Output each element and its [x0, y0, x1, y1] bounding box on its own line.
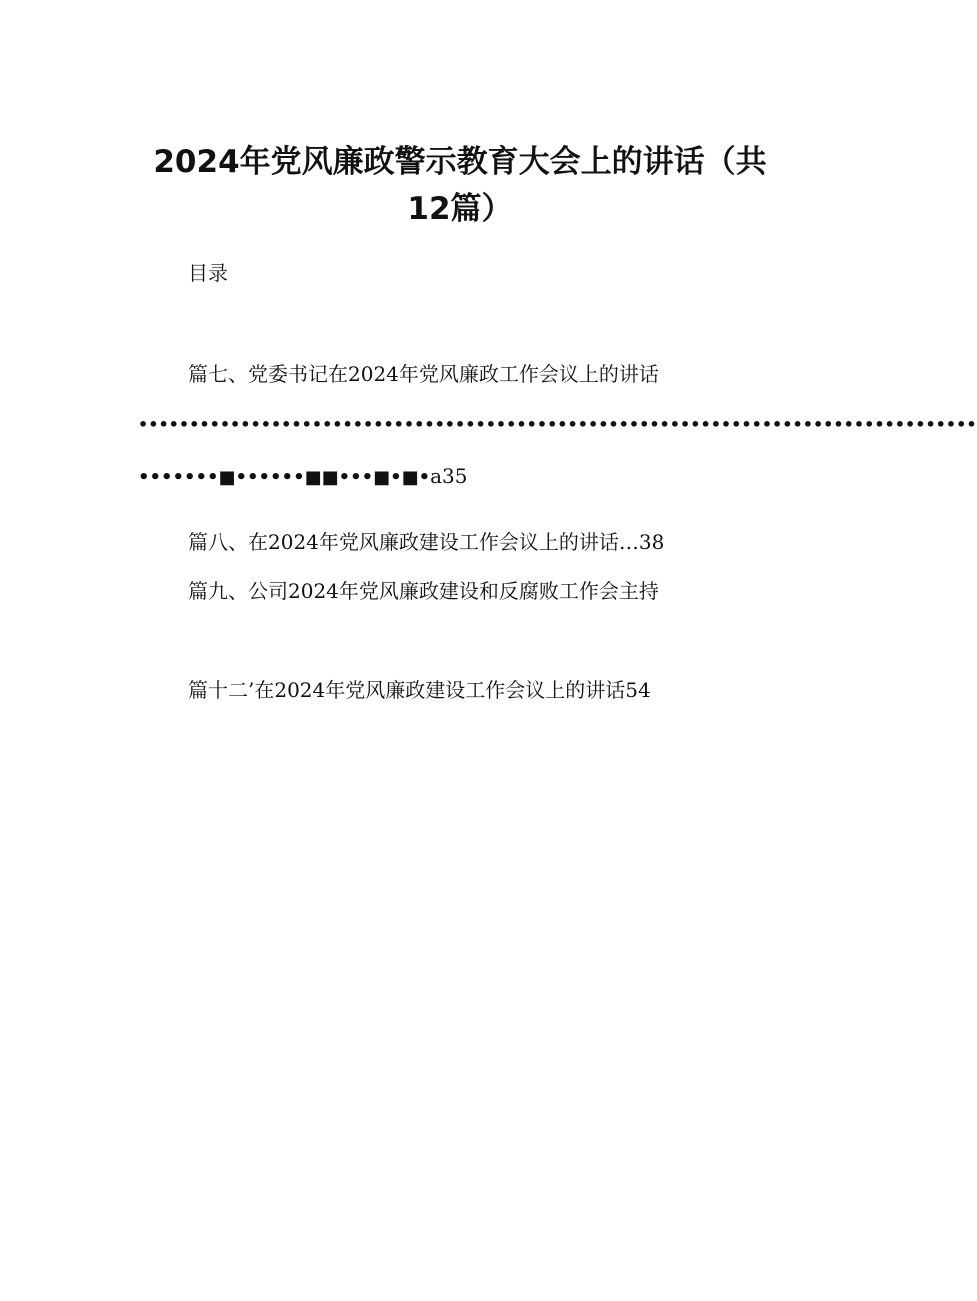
toc-entry-9[interactable]: 篇九、公司2024年党风廉政建设和反腐败工作会主持: [188, 579, 659, 603]
toc-entry-8[interactable]: 篇八、在2024年党风廉政建设工作会议上的讲话…38: [188, 530, 665, 554]
toc-leader-dots-with-page: [138, 461, 468, 493]
toc-entry-7[interactable]: 篇七、党委书记在2024年党风廉政工作会议上的讲话: [188, 362, 659, 386]
document-title-line-1: 2024年党风廉政警示教育大会上的讲话（共: [153, 144, 767, 180]
toc-page-number: a35: [430, 464, 468, 488]
toc-heading: 目录: [188, 261, 228, 285]
toc-leader-dots-tail: •••••••■••••••■■•••■•■•: [138, 467, 431, 488]
toc-leader-dots: ••••••••••••••••••••••••••••••••••••••••••••••••••••••••••••••••••••••••••••••••••: [138, 415, 977, 434]
toc-entry-12[interactable]: 篇十二’在2024年党风廉政建设工作会议上的讲话54: [188, 678, 651, 702]
document-title-line-2: 12篇）: [407, 191, 513, 227]
